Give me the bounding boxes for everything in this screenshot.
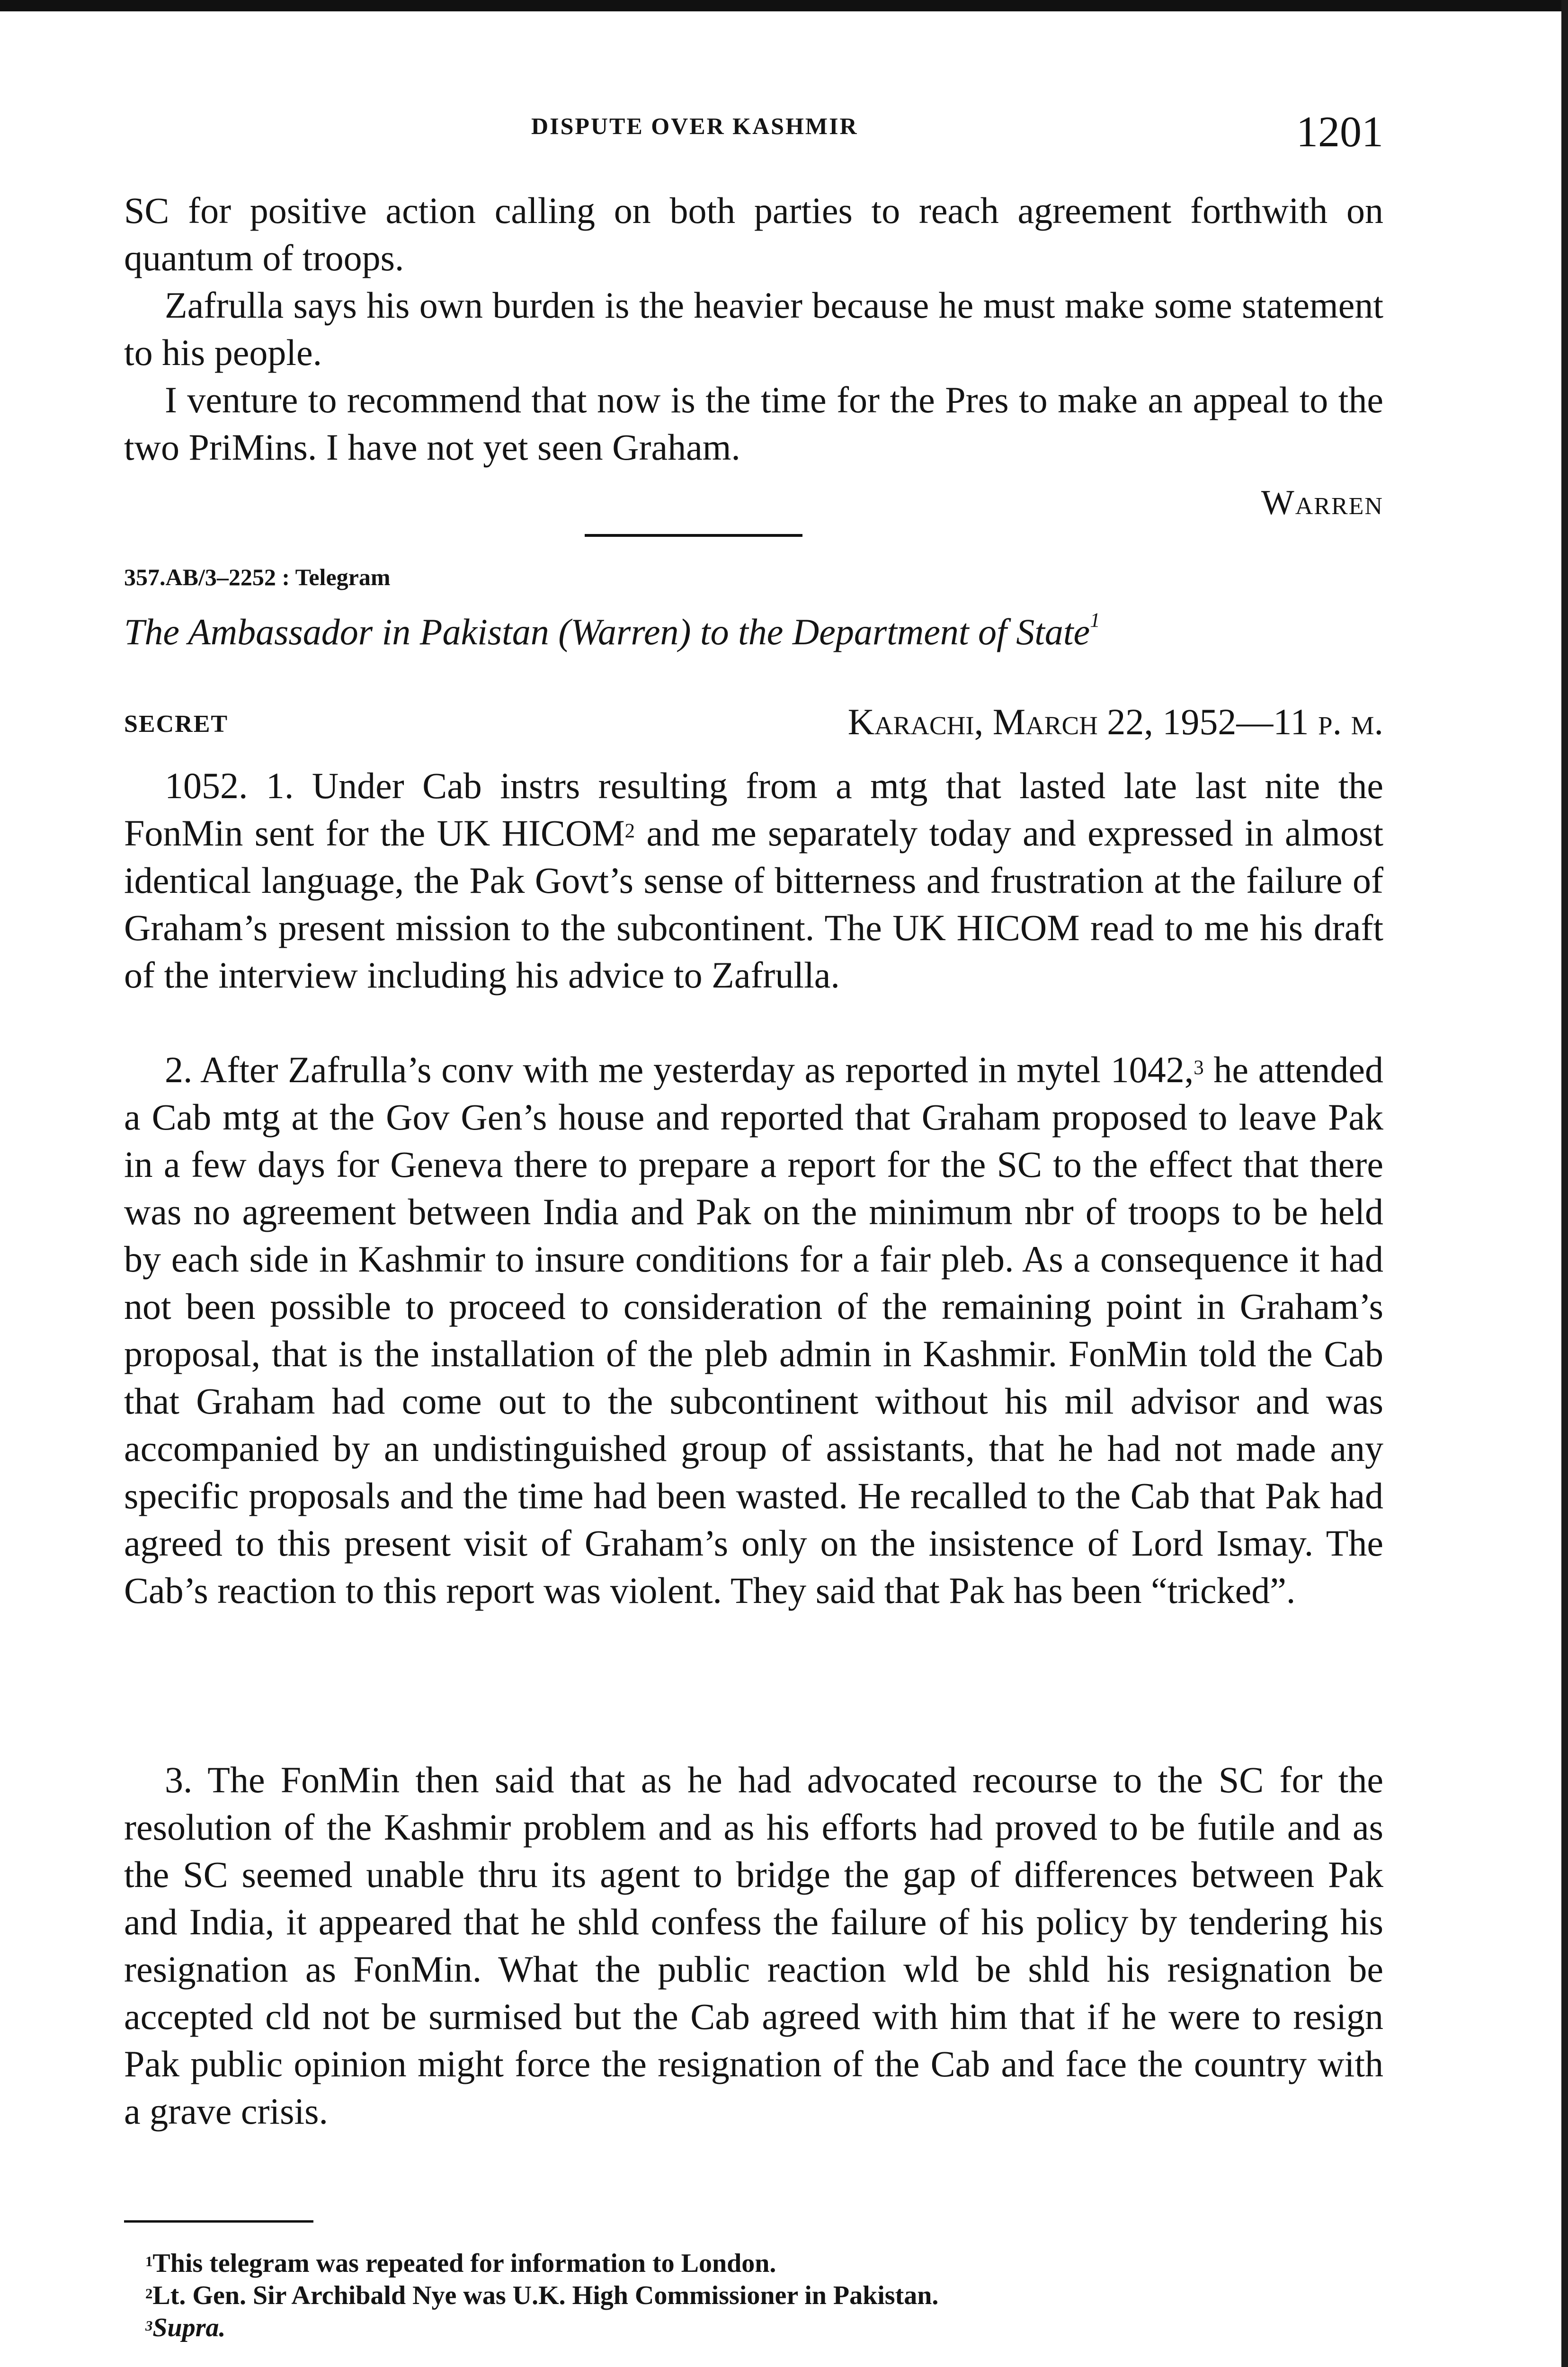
running-head [124,107,1383,159]
footnote-rule [124,2220,313,2223]
document-heading [124,611,1383,653]
paragraph-1 [124,762,1383,999]
top-border [0,0,1568,11]
heading-footnote-marker: 1 [1090,609,1100,632]
file-reference: 357.AB/3–2252 : Telegram [124,564,391,590]
section-divider [585,534,802,537]
paragraph-zafrulla-burden: Zafrulla says his own burden is the heavier because he must make some statement to his people. [124,285,1383,373]
paragraph-2-part-b: he attended a Cab mtg at the Gov Gen’s house and reported that Graham proposed to leave Pak in a few days for Geneva there to prepare a report for the SC to the effect that there was no agreement between India and Pak on the minimum nbr of troops to be held by each side in Kashmir to insure conditions for a fair pleb. As a consequence it had not been possible to proceed to consideration of the remaining point in Graham’s proposal, that is the installation of the pleb admin in Kashmir. FonMin told the Cab that Graham had come out to the subcontinent without his mil advisor and was accompanied by an undistinguished group of assistants, that he had not made any specific proposals and the time had been wasted. He recalled to the Cab that Pak had agreed to this present visit of Graham’s only on the insistence of Lord Ismay. The Cab’s reaction to this report was violent. They said that Pak has been “tricked”. [124,1049,1383,1611]
footnote-2 [145,2281,938,2310]
footnote-marker-2: 2 [624,820,635,842]
footnote-3 [145,2313,226,2342]
paragraph-continued: SC for positive action calling on both parties to reach agreement forthwith on quantum of troops. [124,190,1383,278]
footnote-3-text: Supra. [152,2313,226,2342]
paragraph-recommendation: I venture to recommend that now is the time for the Pres to make an appeal to the two PriMins. I have not yet seen Graham. [124,379,1383,468]
paragraph-2 [124,1046,1383,1614]
signature-warren: Warren [1261,483,1383,522]
paragraph-1-part-b: and me separately today and expressed in almost identical language, the Pak Govt’s sense of bitterness and frustration at the failure of Graham’s present mission to the subcontinent. The UK HICOM read to me his draft of the interview including his advice to Zafrulla. [124,812,1383,996]
paragraph-1-part-a: 1052. 1. Under Cab instrs resulting from a mtg that lasted late last nite the FonMin sent for the UK HICOM [124,765,1383,854]
footnote-3-number: 3 [145,2318,153,2334]
heading-text: The Ambassador in Pakistan (Warren) to the Department of State [124,611,1090,652]
paragraph-2-part-a: 2. After Zafrulla’s conv with me yesterday as reported in mytel 1042, [165,1049,1194,1090]
footnote-1-number: 1 [145,2253,153,2269]
footnote-2-text: Lt. Gen. Sir Archibald Nye was U.K. High Commissioner in Pakistan. [152,2281,939,2310]
classification-label: SECRET [124,711,229,738]
paragraph-3: 3. The FonMin then said that as he had advocated recourse to the SC for the resolution of the Kashmir problem and as his efforts had proved to be futile and as the SC seemed unable thru its agent to bridge the gap of differences between Pak and India, it appeared that he shld confess the failure of his policy by tendering his resignation as FonMin. What the public reaction wld be shld his resignation be accepted cld not be surmised but the Cab agreed with him that if he were to resign Pak public opinion might force the resignation of the Cab and face the country with a grave crisis. [124,1759,1383,2132]
page-number: 1201 [1296,107,1383,156]
right-page-edge [1561,0,1568,2367]
footnote-1 [145,2249,776,2278]
footnote-2-number: 2 [145,2286,153,2302]
footnote-1-text: This telegram was repeated for information to London. [152,2249,776,2278]
dateline: Karachi, March 22, 1952—11 p. m. [847,701,1383,742]
footnote-marker-3: 3 [1194,1057,1204,1079]
running-title: DISPUTE OVER KASHMIR [531,113,858,139]
